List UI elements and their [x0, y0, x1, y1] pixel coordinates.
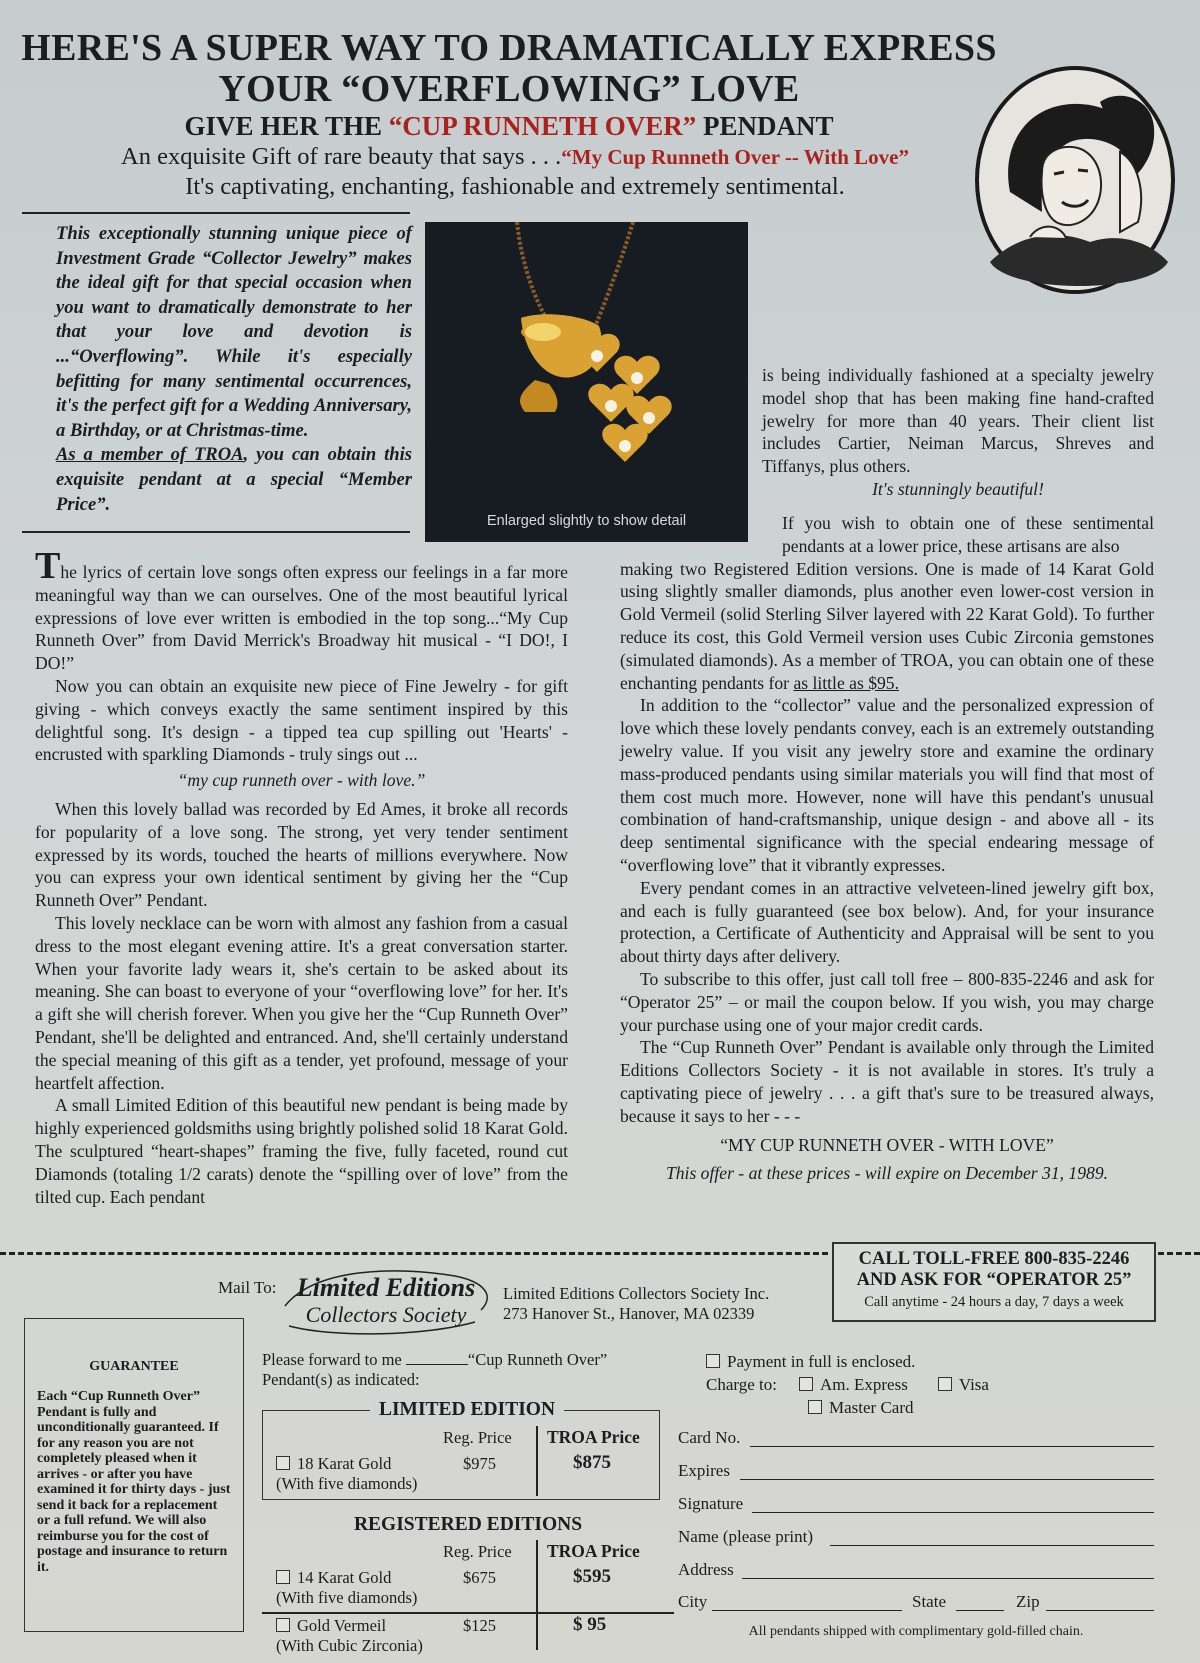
price-14k-troa: $595: [573, 1566, 611, 1587]
zip-field[interactable]: [1046, 1610, 1154, 1611]
couple-illustration: [970, 62, 1180, 302]
subheadline-line-1: An exquisite Gift of rare beauty that says . . .“My Cup Runneth Over -- With Love”: [121, 143, 909, 170]
pendant-image: [425, 222, 748, 542]
price-vermeil-troa: $ 95: [573, 1614, 607, 1635]
payment-full[interactable]: Payment in full is enclosed.: [706, 1350, 989, 1373]
registered-troa-price-header: TROA Price: [547, 1541, 640, 1561]
right-column: If you wish to obtain one of these sentimental pendants at a lower price, these artisans are also making two Registered Edition versions. One is made of 14 Karat Gold using slightly smaller diamonds, plus another even lower-cost version in Gold Vermeil (solid Sterling Silver layered with 22 Karat Gold). To further reduce its cost, this Gold Vermeil version uses Cubic Zirconia gemstones (simulated diamonds). As a member of TROA, you can obtain one of these enchanting pendants for as little as $95. In addition to the “collector” value and the personalized expression of love which these lovely pendants convey, each is an extremely outstanding jewelry value. If you visit any jewelry store and examine the ordinary mass-produced pendants using similar materials you will find that most of them cost much more. However, none will have this pendant's unusual combination of hand-craftsmanship, unique design - and above all - its deep sentimental significance with the special endearing message of “overflowing love” that it vibrantly expresses. Every pendant comes in an attractive velveteen-lined jewelry gift box, and each is fully guaranteed (see box below). And, for your insurance protection, a Certificate of Authenticity and Appraisal will be sent to you about thirty days after delivery. To subscribe to this offer, just call toll free – 800-835-2246 and ask for “Operator 25” – or mail the coupon below. If you wish, you may charge your purchase using one of your major credit cards. The “Cup Runneth Over” Pendant is available only through the Limited Editions Collectors Society - it is not available in stores. It's truly a captivating piece of jewelry . . . a gift that's sure to be treasured always, because it says to her - - - “MY CUP RUNNETH OVER - WITH LOVE” This offer - at these prices - will expire on December 31, 1989.: [620, 513, 1154, 1184]
checkbox-14k[interactable]: [276, 1570, 290, 1584]
price-18k-troa: $875: [573, 1452, 611, 1473]
city-field[interactable]: [712, 1610, 902, 1611]
name-label: Name (please print): [678, 1527, 813, 1546]
item-vermeil[interactable]: Gold Vermeil (With Cubic Zirconia): [276, 1616, 423, 1655]
toll-free-box: CALL TOLL-FREE 800-835-2246 AND ASK FOR “OPERATOR 25” Call anytime - 24 hours a day, 7 days a week: [832, 1242, 1156, 1322]
intro-bottom-rule: [22, 531, 410, 533]
photo-caption: Enlarged slightly to show detail: [486, 513, 687, 529]
state-label: State: [912, 1592, 946, 1611]
signature-field[interactable]: [752, 1512, 1154, 1513]
signature-label: Signature: [678, 1494, 744, 1513]
option-amex[interactable]: Am. Express: [799, 1375, 908, 1394]
checkbox-18k[interactable]: [276, 1456, 290, 1470]
price-14k-reg: $675: [463, 1568, 496, 1587]
shipping-note: All pendants shipped with complimentary gold-filled chain.: [748, 1624, 1084, 1639]
headline: [0, 28, 1018, 142]
drop-cap: T: [35, 545, 61, 587]
address-label: Address: [678, 1560, 734, 1579]
option-visa[interactable]: Visa: [938, 1375, 989, 1394]
registered-divider: [536, 1540, 538, 1650]
registered-row-rule: [262, 1612, 674, 1614]
guarantee-box: GUARANTEE Each “Cup Runneth Over” Pendant is fully and unconditionally guaranteed. If for any reason you are not completely pleased when it arrives - or after you have examined it for thirty days - just send it back for a replacement or a full refund. We will also reimburse you for the cost of postage and insurance to return it.: [24, 1318, 244, 1632]
payment-options: Payment in full is enclosed. Charge to: Am. Express Visa Master Card: [706, 1352, 989, 1417]
item-18k[interactable]: 18 Karat Gold (With five diamonds): [276, 1454, 418, 1493]
headline-line-1: HERE'S A SUPER WAY TO DRAMATICALLY EXPRESS: [21, 27, 997, 69]
checkbox-visa[interactable]: [938, 1377, 952, 1391]
coupon-cut-line-right: [1158, 1252, 1200, 1255]
option-mastercard[interactable]: Master Card: [808, 1396, 989, 1419]
limited-reg-price-header: Reg. Price: [443, 1428, 512, 1447]
item-14k[interactable]: 14 Karat Gold (With five diamonds): [276, 1568, 418, 1607]
zip-label: Zip: [1016, 1592, 1040, 1611]
city-label: City: [678, 1592, 708, 1611]
subheadline: [20, 142, 1010, 202]
headline-line-2: YOUR “OVERFLOWING” LOVE: [218, 68, 800, 110]
intro-top-rule: [22, 212, 410, 214]
intro-text: This exceptionally stunning unique piece of Investment Grade “Collector Jewelry” makes the ideal gift for that special occasion when you want to dramatically demonstrate to her that your love and devotion is ...“Overflowing”. While it's especially befitting for many sentimental occurrences, it's the perfect gift for a Wedding Anniversary, a Birthday, or at Christmas-time. As a member of TROA, you can obtain this exquisite pendant at a special “Member Price”.: [56, 223, 413, 515]
registered-editions-title: REGISTERED EDITIONS: [353, 1514, 583, 1535]
expires-label: Expires: [678, 1461, 730, 1480]
checkbox-amex[interactable]: [799, 1377, 813, 1391]
checkbox-vermeil[interactable]: [276, 1618, 290, 1632]
subheadline-line-2: It's captivating, enchanting, fashionable and extremely sentimental.: [185, 173, 845, 200]
name-field[interactable]: [830, 1545, 1154, 1546]
left-paragraph-1: The lyrics of certain love songs often express our feelings in a far more meaningful way than we can ourselves. One of the most beautiful lyrical expressions of love ever written is embodied in the top song...“My Cup Runneth Over” from David Merrick's Broadway hit musical - “I DO!, I DO!”: [35, 545, 568, 674]
mail-to-label: Mail To:: [218, 1278, 277, 1297]
checkbox-mastercard[interactable]: [808, 1400, 822, 1414]
limited-divider: [536, 1426, 538, 1496]
address-field[interactable]: [742, 1578, 1154, 1579]
card-no-label: Card No.: [678, 1428, 741, 1447]
registered-reg-price-header: Reg. Price: [443, 1542, 512, 1561]
forward-text: Please forward to me “Cup Runneth Over” Pendant(s) as indicated:: [262, 1350, 608, 1389]
right-paragraph-1: making two Registered Edition versions. One is made of 14 Karat Gold using slightly smaller diamonds, plus another even lower-cost version in Gold Vermeil (solid Sterling Silver layered with 22 Karat Gold). To further reduce its cost, this Gold Vermeil version uses Cubic Zirconia gemstones (simulated diamonds). As a member of TROA, you can obtain one of these enchanting pendants for as little as $95.: [620, 558, 1154, 693]
quantity-field[interactable]: [406, 1364, 468, 1365]
right-top-text: is being individually fashioned at a specialty jewelry model shop that has been making fine hand-crafted jewelry for more than 40 years. Their client list includes Cartier, Neiman Marcus, Shreves and Tiffanys, plus others. It's stunningly beautiful!: [762, 365, 1154, 499]
card-no-field[interactable]: [750, 1446, 1154, 1447]
mailing-address: Limited Editions Collectors Society Inc. 273 Hanover St., Hanover, MA 02339: [503, 1284, 770, 1323]
limited-troa-price-header: TROA Price: [547, 1427, 640, 1447]
pendant-photo: [425, 222, 748, 542]
price-18k-reg: $975: [463, 1454, 496, 1473]
left-column: The lyrics of certain love songs often express our feelings in a far more meaningful way than we can ourselves. One of the most beautiful lyrical expressions of love ever written is embodied in the top song...“My Cup Runneth Over” from David Merrick's Broadway hit musical - “I DO!, I DO!” Now you can obtain an exquisite new piece of Fine Jewelry - for gift giving - which conveys exactly the same sentiment inspired by this delightful song. It's design - a tipped tea cup spilling out 'Hearts' - encrusted with sparkling Diamonds - truly sings out ... “my cup runneth over - with love.” When this lovely ballad was recorded by Ed Ames, it broke all records for popularity of a love song. The strong, yet very tender sentiment expressed by its words, touched the hearts of millions everywhere. Now you can express your own identical sentiment by giving her the “Cup Runneth Over” Pendant. This lovely necklace can be worn with almost any fashion from a casual dress to the most elegant evening attire. It's a great conversation starter. When your favorite lady wears it, she's certain to be asked about its meaning. She can boast to everyone of your “overflowing love” for her. It's a gift she will cherish forever. When you give her the “Cup Runneth Over” Pendant, she'll be delighted and entranced. And, she'll certainly understand the special meaning of this gift as a tender, yet profound, message of your heartfelt affection. A small Limited Edition of this beautiful new pendant is being made by highly experienced goldsmiths using brightly polished solid 18 Karat Gold. The sculptured “heart-shapes” framing the five, fully faceted, round cut Diamonds (totaling 1/2 carats) denote the “spilling over of love” from the tilted cup. Each pendant: [35, 545, 568, 1207]
headline-line-3: GIVE HER THE “CUP RUNNETH OVER” PENDANT: [184, 111, 834, 141]
state-field[interactable]: [956, 1610, 1004, 1611]
coupon-cut-line-left: [0, 1252, 828, 1255]
checkbox-payment-full[interactable]: [706, 1354, 720, 1368]
price-vermeil-reg: $125: [463, 1616, 496, 1635]
collectors-society-logo: Limited Editions Collectors Society: [275, 1266, 497, 1338]
expires-field[interactable]: [740, 1479, 1154, 1480]
limited-edition-title: LIMITED EDITION: [370, 1399, 564, 1421]
